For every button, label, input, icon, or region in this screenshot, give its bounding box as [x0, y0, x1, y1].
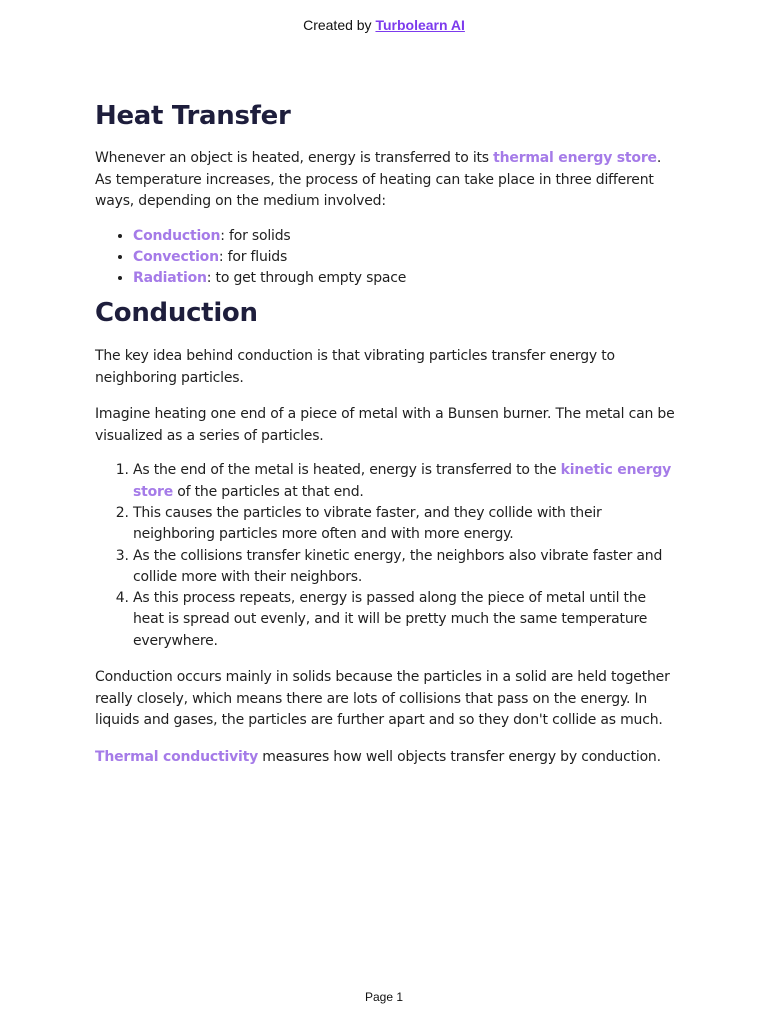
- list-item: [133, 460, 680, 503]
- list-item: 2. This causes the particles to vibrate faster, and they collide with their neighboring particles more often and with more energy.: [133, 503, 680, 546]
- conduction-para-1: The key idea behind conduction is that vibrating particles transfer energy to neighboring particles.: [95, 348, 615, 386]
- conduction-para-2: Imagine heating one end of a piece of metal with a Bunsen burner. The metal can be visualized as a series of particles.: [95, 406, 675, 444]
- turbolearn-link[interactable]: Turbolearn AI: [375, 17, 465, 33]
- list-item: [133, 226, 680, 247]
- list-item: 3. As the collisions transfer kinetic energy, the neighbors also vibrate faster and collide more with their neighbors.: [133, 546, 680, 589]
- list-item-text: : for solids: [220, 227, 291, 244]
- step-text-1: As the end of the metal is heated, energy is transferred to the: [133, 462, 561, 479]
- conduction-heading: Conduction: [95, 298, 258, 329]
- page-header: [0, 17, 768, 33]
- created-by-label: Created by: [303, 17, 376, 33]
- list-item: 4. As this process repeats, energy is passed along the piece of metal until the heat is spread out evenly, and it will be pretty much the same temperature everywhere.: [133, 588, 680, 652]
- term-kinetic-energy-store: kinetic energy store: [133, 462, 672, 500]
- term-convection: Convection: [133, 248, 219, 265]
- conduction-para-3: Conduction occurs mainly in solids because the particles in a solid are held together really closely, which means there are lots of collisions that pass on the energy. In liquids and gases, the particles are further apart and so they don't collide as much.: [95, 669, 670, 729]
- page-footer: [0, 990, 768, 1004]
- step-text-2: of the particles at that end.: [173, 483, 364, 500]
- list-item-text: : for fluids: [218, 248, 288, 265]
- term-thermal-energy-store: thermal energy store: [493, 150, 657, 166]
- document-body: [95, 96, 680, 783]
- conduction-steps-list: [95, 460, 680, 652]
- list-item: [133, 247, 680, 268]
- final-text: measures how well objects transfer energy by conduction.: [258, 748, 661, 765]
- thermal-conductivity-para: [95, 747, 680, 769]
- intro-text-2: . As temperature increases, the process of heating can take place in three different ways, depending on the medium involved:: [95, 150, 662, 209]
- intro-text-1: Whenever an object is heated, energy is transferred to its: [95, 150, 494, 166]
- heat-transfer-heading: Heat Transfer: [95, 101, 291, 131]
- heating-methods-list: [95, 226, 680, 290]
- heat-transfer-intro: [95, 148, 680, 213]
- term-thermal-conductivity: Thermal conductivity: [95, 748, 259, 765]
- list-item-text: : to get through empty space: [206, 270, 407, 287]
- term-conduction: Conduction: [133, 227, 221, 244]
- term-radiation: Radiation: [133, 270, 207, 287]
- page-number: Page 1: [364, 990, 404, 1004]
- list-item: [133, 268, 680, 289]
